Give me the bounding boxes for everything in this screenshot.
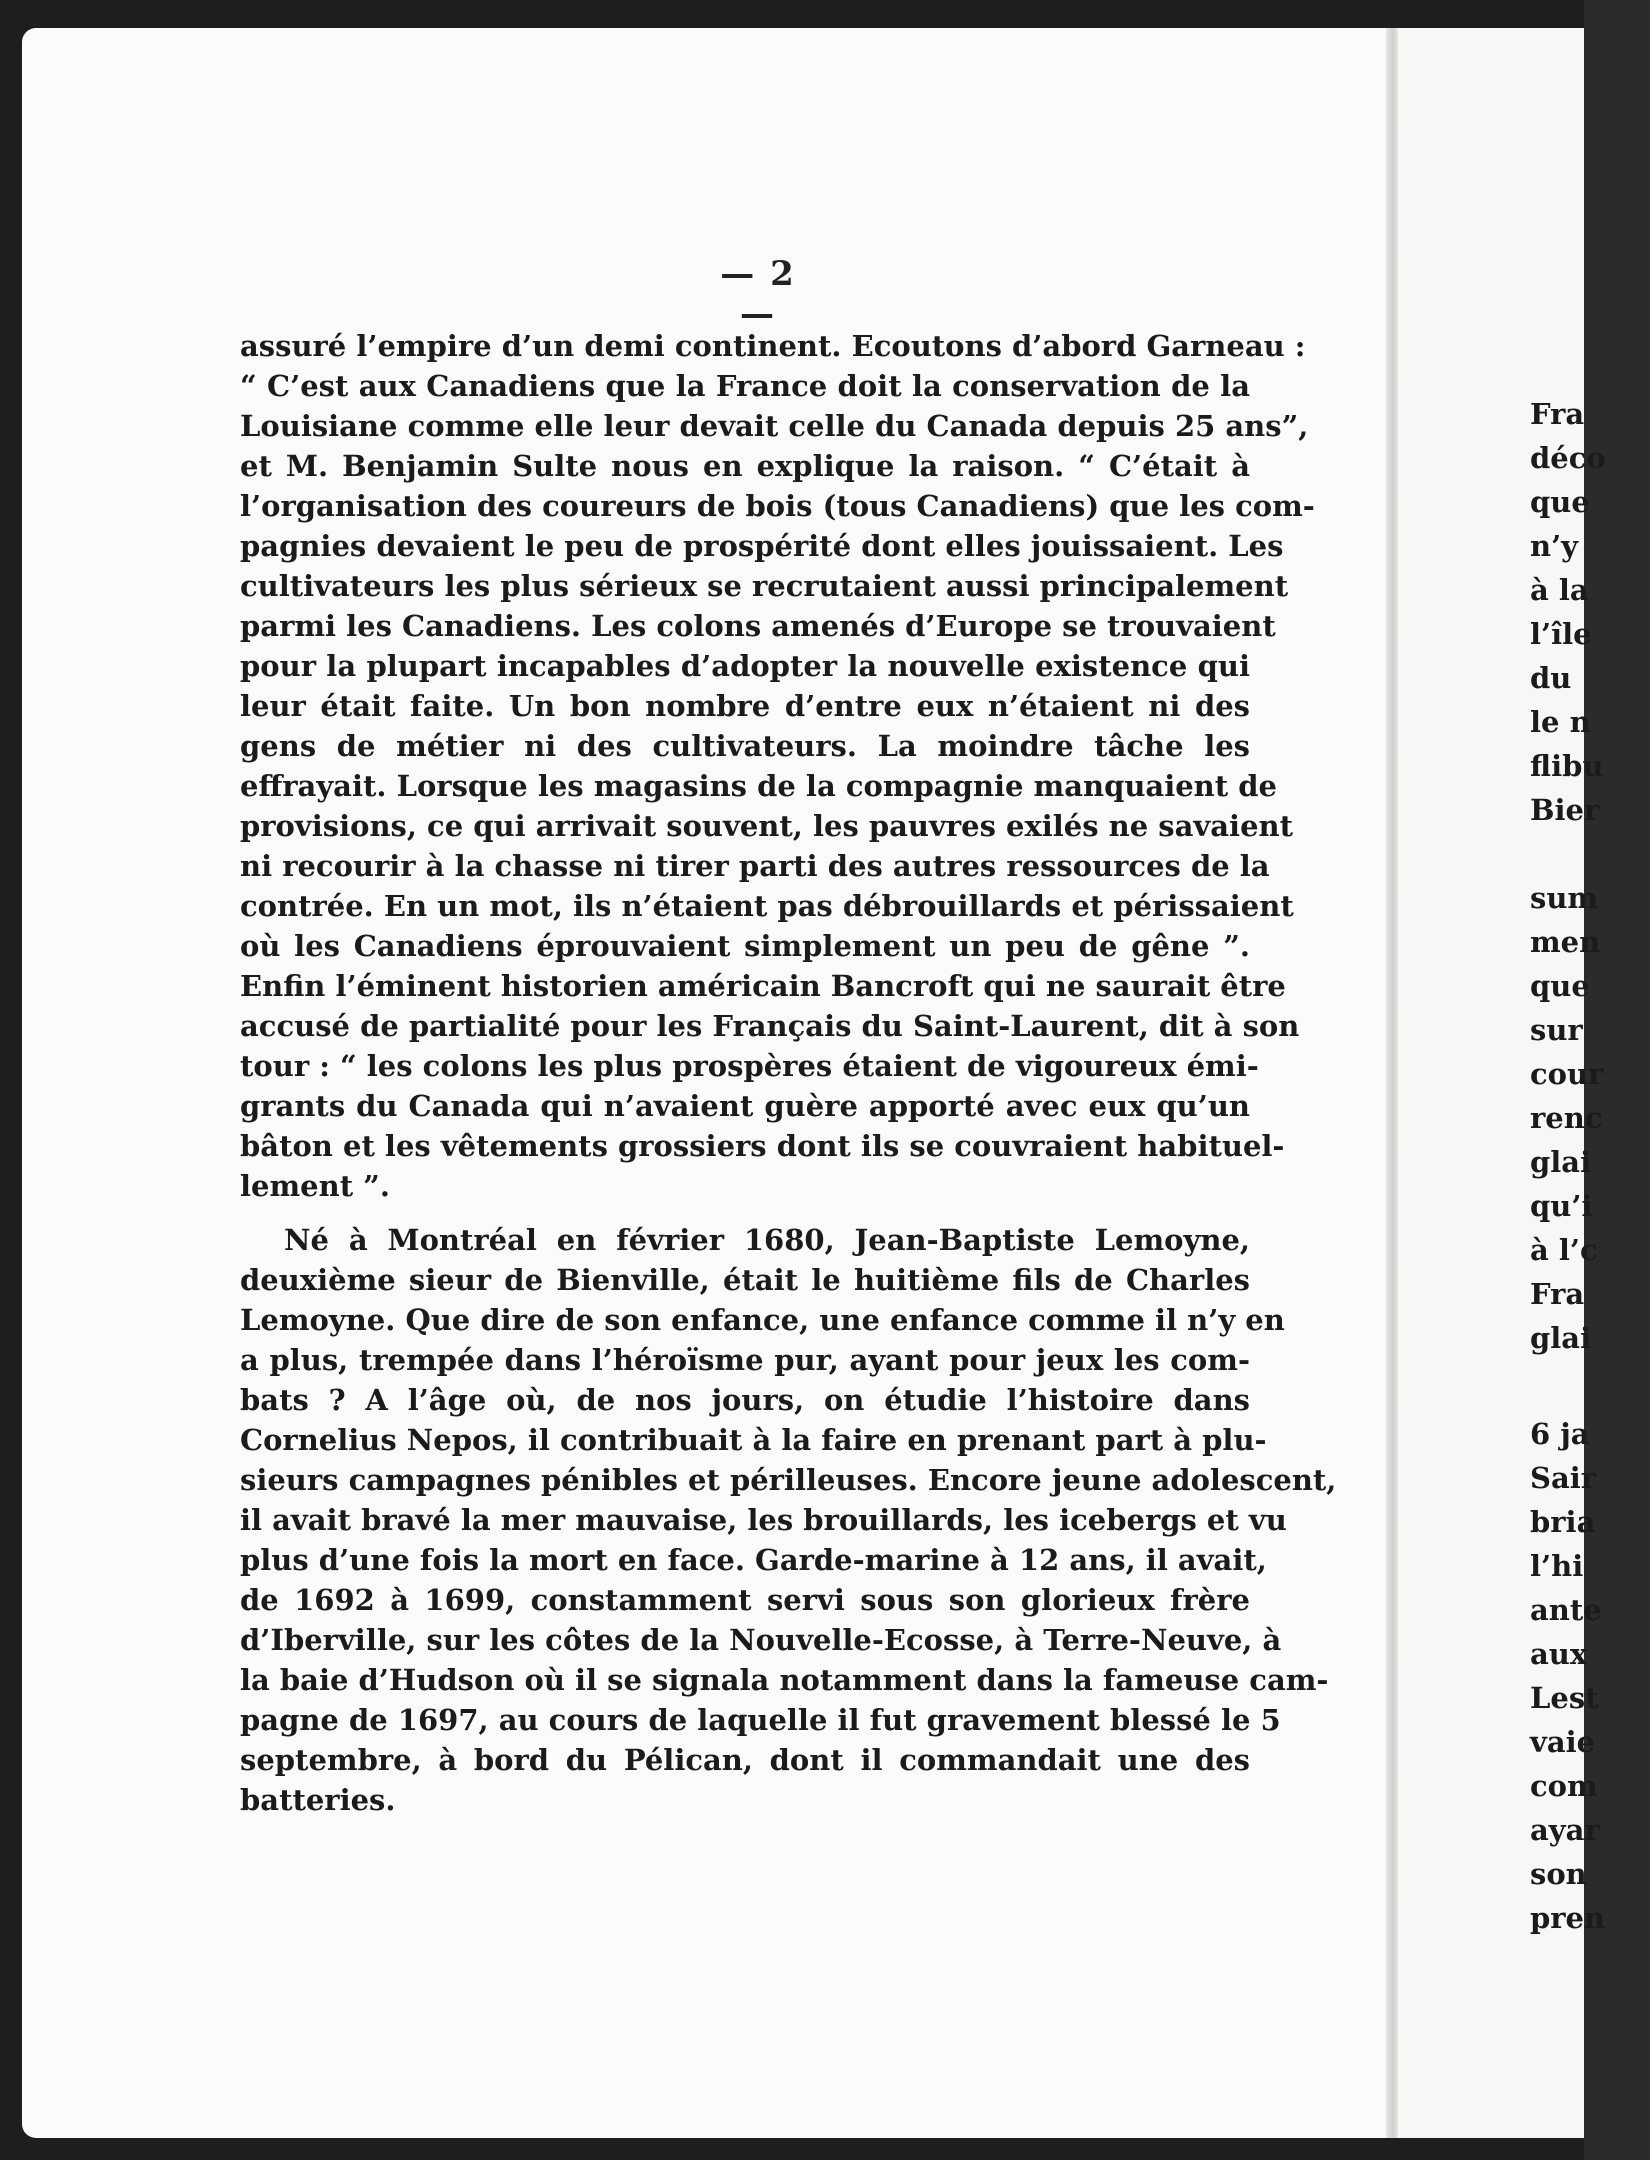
text-line: assuré l’empire d’un demi continent. Ecoutons d’abord Garneau : xyxy=(240,329,1306,363)
fragment: cour xyxy=(1530,1057,1604,1091)
text-line: pagnies devaient le peu de prospérité dont elles jouissaient. Les xyxy=(240,529,1284,563)
text-line: batteries. xyxy=(240,1783,396,1817)
fragment: renc xyxy=(1530,1101,1603,1135)
fragment: com xyxy=(1530,1769,1598,1803)
text-line: Lemoyne. Que dire de son enfance, une enfance comme il n’y en xyxy=(240,1303,1285,1337)
text-line: gens de métier ni des cultivateurs. La moindre tâche les xyxy=(240,729,1250,763)
fragment: du xyxy=(1530,661,1572,695)
text-line: parmi les Canadiens. Les colons amenés d’Europe se trouvaient xyxy=(240,609,1276,643)
fragment: Fra xyxy=(1530,397,1585,431)
text-line: “ C’est aux Canadiens que la France doit la conservation de la xyxy=(240,369,1250,403)
text-line: où les Canadiens éprouvaient simplement un peu de gêne ”. xyxy=(240,929,1250,963)
text-line: Cornelius Nepos, il contribuait à la faire en prenant part à plu- xyxy=(240,1423,1267,1457)
text-line: il avait bravé la mer mauvaise, les brouillards, les icebergs et vu xyxy=(240,1503,1287,1537)
right-page-fragments xyxy=(1530,392,1650,1940)
fragment: que xyxy=(1530,485,1590,519)
fragment: que xyxy=(1530,969,1590,1003)
fragment: glai xyxy=(1530,1145,1592,1179)
text-line: ni recourir à la chasse ni tirer parti des autres ressources de la xyxy=(240,849,1270,883)
fragment: sur xyxy=(1530,1013,1583,1047)
text-line: la baie d’Hudson où il se signala notamment dans la fameuse cam- xyxy=(240,1663,1329,1697)
body-text xyxy=(240,326,1337,1820)
fragment: qu’i xyxy=(1530,1189,1593,1223)
fragment: Fra xyxy=(1530,1277,1585,1311)
text-line: lement ”. xyxy=(240,1169,390,1203)
text-line: effrayait. Lorsque les magasins de la compagnie manquaient de xyxy=(240,769,1277,803)
text-line: d’Iberville, sur les côtes de la Nouvelle-Ecosse, à Terre-Neuve, à xyxy=(240,1623,1282,1657)
text-line: et M. Benjamin Sulte nous en explique la raison. “ C’était à xyxy=(240,449,1250,483)
paragraph-one xyxy=(240,326,1315,1206)
text-line: Né à Montréal en février 1680, Jean-Baptiste Lemoyne, xyxy=(284,1223,1250,1257)
text-line: pagne de 1697, au cours de laquelle il fut gravement blessé le 5 xyxy=(240,1703,1281,1737)
fragment: aux xyxy=(1530,1637,1588,1671)
fragment: son xyxy=(1530,1857,1587,1891)
text-line: Louisiane comme elle leur devait celle du Canada depuis 25 ans”, xyxy=(240,409,1309,443)
paragraph-two xyxy=(240,1220,1337,1820)
text-line: deuxième sieur de Bienville, était le huitième fils de Charles xyxy=(240,1263,1250,1297)
fragment: Bier xyxy=(1530,793,1600,827)
text-line: bâton et les vêtements grossiers dont ils se couvraient habituel- xyxy=(240,1129,1285,1163)
fragment: à l’c xyxy=(1530,1233,1598,1267)
fragment: men xyxy=(1530,925,1601,959)
text-line: cultivateurs les plus sérieux se recrutaient aussi principalement xyxy=(240,569,1289,603)
fragment: vaie xyxy=(1530,1725,1596,1759)
text-line: septembre, à bord du Pélican, dont il commandait une des xyxy=(240,1743,1250,1777)
fragment: l’hi xyxy=(1530,1549,1584,1583)
text-line: l’organisation des coureurs de bois (tous Canadiens) que les com- xyxy=(240,489,1315,523)
text-line: a plus, trempée dans l’héroïsme pur, ayant pour jeux les com- xyxy=(240,1343,1250,1377)
text-line: bats ? A l’âge où, de nos jours, on étudie l’histoire dans xyxy=(240,1383,1250,1417)
fragment: ayar xyxy=(1530,1813,1600,1847)
page-number: — 2 — xyxy=(720,254,796,334)
fragment: flibu xyxy=(1530,749,1604,783)
text-line: provisions, ce qui arrivait souvent, les pauvres exilés ne savaient xyxy=(240,809,1294,843)
fragment: bria xyxy=(1530,1505,1596,1539)
text-line: grants du Canada qui n’avaient guère apporté avec eux qu’un xyxy=(240,1089,1250,1123)
fragment: glai xyxy=(1530,1321,1592,1355)
text-line: leur était faite. Un bon nombre d’entre eux n’étaient ni des xyxy=(240,689,1250,723)
fragment: l’île xyxy=(1530,617,1592,651)
text-line: plus d’une fois la mort en face. Garde-marine à 12 ans, il avait, xyxy=(240,1543,1267,1577)
fragment: sum xyxy=(1530,881,1599,915)
fragment: Lest xyxy=(1530,1681,1599,1715)
fragment: à la xyxy=(1530,573,1589,607)
fragment: ante xyxy=(1530,1593,1602,1627)
fragment: pren xyxy=(1530,1901,1606,1935)
fragment: n’y xyxy=(1530,529,1579,563)
text-line: tour : “ les colons les plus prospères étaient de vigoureux émi- xyxy=(240,1049,1259,1083)
text-line: Enfin l’éminent historien américain Bancroft qui ne saurait être xyxy=(240,969,1286,1003)
fragment: déco xyxy=(1530,441,1606,475)
fragment: Sair xyxy=(1530,1461,1597,1495)
text-line: pour la plupart incapables d’adopter la nouvelle existence qui xyxy=(240,649,1250,683)
text-line: sieurs campagnes pénibles et périlleuses. Encore jeune adolescent, xyxy=(240,1463,1337,1497)
text-line: de 1692 à 1699, constamment servi sous son glorieux frère xyxy=(240,1583,1250,1617)
fragment: 6 ja xyxy=(1530,1417,1590,1451)
text-line: contrée. En un mot, ils n’étaient pas débrouillards et périssaient xyxy=(240,889,1294,923)
fragment: le n xyxy=(1530,705,1591,739)
text-line: accusé de partialité pour les Français du Saint-Laurent, dit à son xyxy=(240,1009,1300,1043)
